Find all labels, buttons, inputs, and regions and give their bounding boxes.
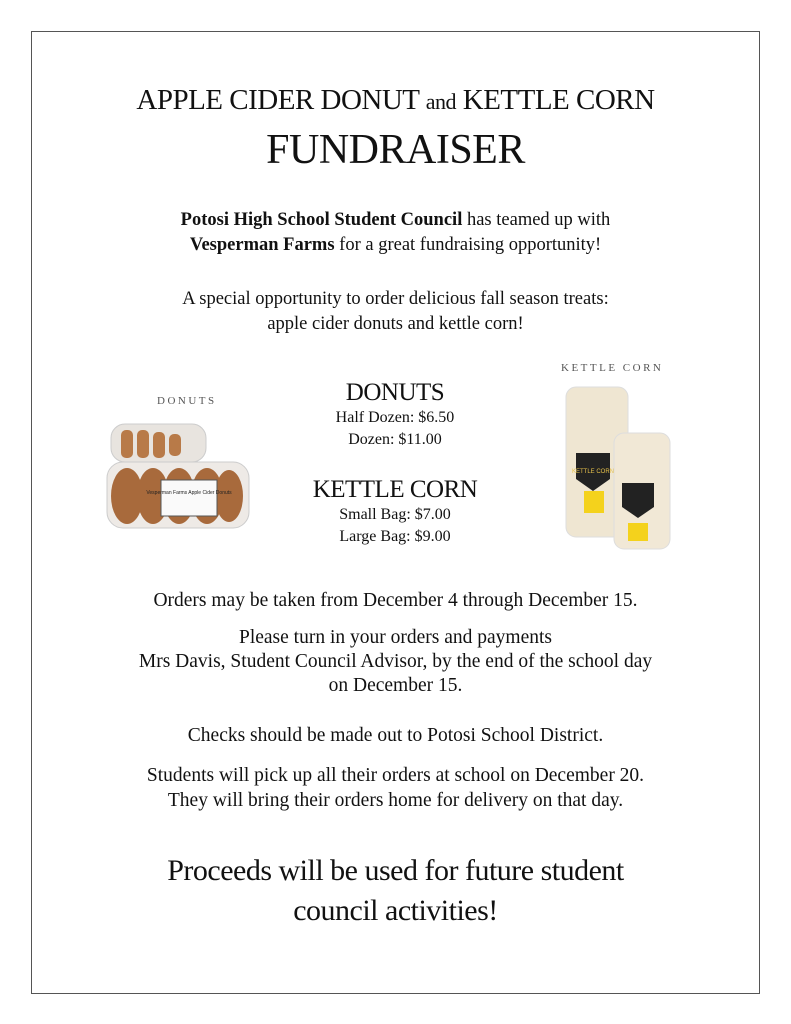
donut-box-label: Vesperman Farms Apple Cider Donuts [146,490,232,496]
special-paragraph: A special opportunity to order delicious fall season treats: apple cider donuts and kettle corn! [182,289,609,334]
kettle-corn-photo [558,383,676,553]
intro-paragraph: Potosi High School Student Council has teamed up with Vesperman Farms for a great fundraising opportunity! [180,210,611,255]
title-line-1: APPLE CIDER DONUT and KETTLE CORN [136,84,655,116]
bag-logo: KETTLE CORN [571,469,615,475]
kettle-corn-heading: KETTLE CORN [312,476,478,503]
closing-message: Proceeds will be used for future student council activities! [167,854,624,927]
donuts-menu [280,379,510,451]
kettle-photo-caption: KETTLE CORN [561,362,664,374]
checks-info: Checks should be made out to Potosi School District. [187,725,604,746]
kettle-corn-menu [280,476,510,548]
orders-dates: Orders may be taken from December 4 through December 15. [153,590,638,611]
price-item: Half Dozen: $6.50 [335,409,455,426]
price-item: Small Bag: $7.00 [339,506,451,523]
donuts-heading: DONUTS [345,379,445,406]
donuts-photo [103,418,253,533]
price-item: Large Bag: $9.00 [339,528,451,545]
price-item: Dozen: $11.00 [348,431,442,448]
title-fundraiser: FUNDRAISER [266,127,525,173]
pickup-info: Students will pick up all their orders at school on December 20. They will bring their orders home for delivery on that day. [146,765,645,811]
donuts-photo-caption: DONUTS [157,395,217,407]
turn-in-instructions: Please turn in your orders and payments Mrs Davis, Student Council Advisor, by the end of the school day on December 15. [138,627,653,696]
